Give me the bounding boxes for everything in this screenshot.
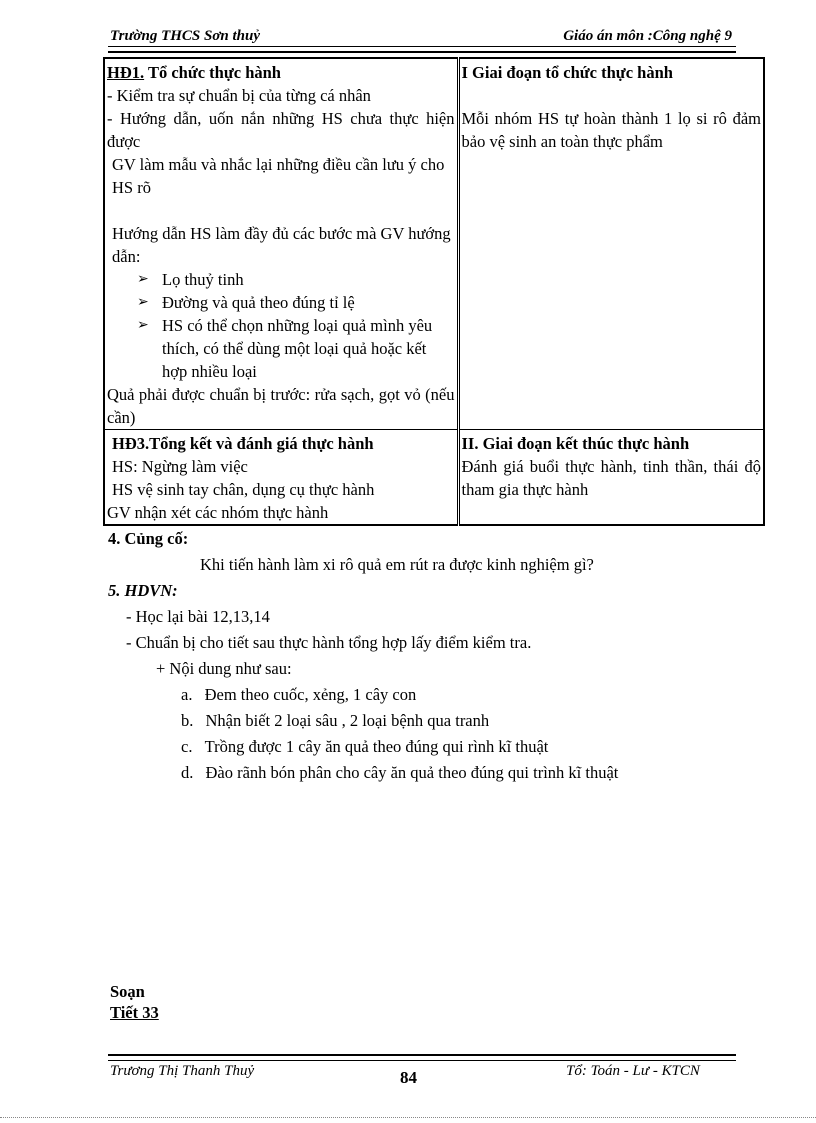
list-item (181, 737, 548, 757)
list-item-text: Đào rãnh bón phân cho cây ăn quả theo đúng qui trình kĩ thuật (205, 763, 619, 782)
left-line: GV nhận xét các nhóm thực hành (107, 503, 329, 522)
page-edge (0, 1117, 816, 1118)
table-row (104, 58, 764, 430)
arrow-bullet-icon: ➢ (137, 318, 149, 333)
list-item-text: Lọ thuỷ tinh (162, 270, 244, 289)
page-header (108, 26, 736, 46)
arrow-bullet-icon: ➢ (137, 295, 149, 310)
content-cell (458, 430, 764, 526)
list-item (181, 711, 489, 731)
stage-text: Mỗi nhóm HS tự hoàn thành 1 lọ si rô đảm bảo vệ sinh an toàn thực phẩm (461, 109, 761, 151)
list-item-label: d. (181, 763, 194, 782)
footer-department: Tổ: Toán - Lư - KTCN (566, 1063, 700, 1079)
hdvn-heading: 5. HDVN: (108, 581, 178, 600)
list-item (181, 763, 618, 783)
stage-text: Đánh giá buổi thực hành, tinh thần, thái độ tham gia thực hành (461, 457, 761, 499)
tiet-label: Tiết 33 (110, 1003, 159, 1022)
left-line: - Hướng dẫn, uốn nắn những HS chưa thực hiện được (107, 109, 455, 151)
activity-title: HĐ3.Tổng kết và đánh giá thực hành (112, 434, 374, 453)
activity-title-text: Tổ chức thực hành (144, 63, 281, 82)
list-item-text: Đường và quả theo đúng tỉ lệ (162, 293, 355, 312)
left-line: Hướng dẫn HS làm đầy đủ các bước mà GV hướng dẫn: (112, 224, 451, 266)
footer-author: Trương Thị Thanh Thuỷ (110, 1063, 255, 1079)
left-line: HS vệ sinh tay chân, dụng cụ thực hành (112, 480, 375, 499)
list-item (107, 291, 455, 314)
lesson-table (103, 57, 765, 526)
content-cell (458, 58, 764, 430)
stage-title: I Giai đoạn tổ chức thực hành (461, 63, 673, 82)
header-rule (108, 46, 736, 53)
list-item-label: c. (181, 737, 193, 756)
activity-label: HĐ1. (107, 63, 145, 82)
activity-cell (104, 58, 458, 430)
arrow-bullet-icon: ➢ (137, 272, 149, 287)
hdvn-item: - Chuẩn bị cho tiết sau thực hành tổng hợp lấy điểm kiểm tra. (126, 633, 532, 652)
list-item-text: Đem theo cuốc, xẻng, 1 cây con (204, 685, 417, 704)
table-row (104, 430, 764, 526)
list-item-text: Trồng được 1 cây ăn quả theo đúng qui rình kĩ thuật (204, 737, 549, 756)
hdvn-sub-heading: + Nội dung như sau: (156, 659, 292, 678)
cung-co-question: Khi tiến hành làm xi rô quả em rút ra được kinh nghiệm gì? (200, 555, 594, 574)
left-line: - Kiểm tra sự chuẩn bị của từng cá nhân (107, 86, 371, 105)
list-item-text: HS có thể chọn những loại quả mình yêu thích, có thể dùng một loại quả hoặc kết hợp nhiều loại (162, 316, 433, 381)
hdvn-item: - Học lại bài 12,13,14 (126, 607, 270, 626)
list-item (107, 268, 455, 291)
stage-title: II. Giai đoạn kết thúc thực hành (461, 434, 690, 453)
header-school: Trường THCS Sơn thuỷ (110, 28, 260, 44)
activity-cell (104, 430, 458, 526)
cung-co-heading: 4. Củng cố: (108, 529, 189, 548)
activity-title (107, 61, 455, 84)
list-item-label: b. (181, 711, 194, 730)
list-item-label: a. (181, 685, 193, 704)
soan-label: Soạn (110, 982, 145, 1001)
list-item (107, 314, 455, 383)
page-number: 84 (400, 1068, 417, 1087)
header-subject: Giáo án môn :Công nghệ 9 (563, 28, 732, 44)
footer-rule (108, 1054, 736, 1061)
left-line: Quả phải được chuẩn bị trước: rửa sạch, gọt vỏ (nếu cần) (107, 385, 455, 427)
list-item (181, 685, 416, 705)
list-item-text: Nhận biết 2 loại sâu , 2 loại bệnh qua tranh (205, 711, 490, 730)
left-line: GV làm mẫu và nhắc lại những điều cần lưu ý cho HS rõ (112, 155, 445, 197)
left-line: HS: Ngừng làm việc (112, 457, 248, 476)
